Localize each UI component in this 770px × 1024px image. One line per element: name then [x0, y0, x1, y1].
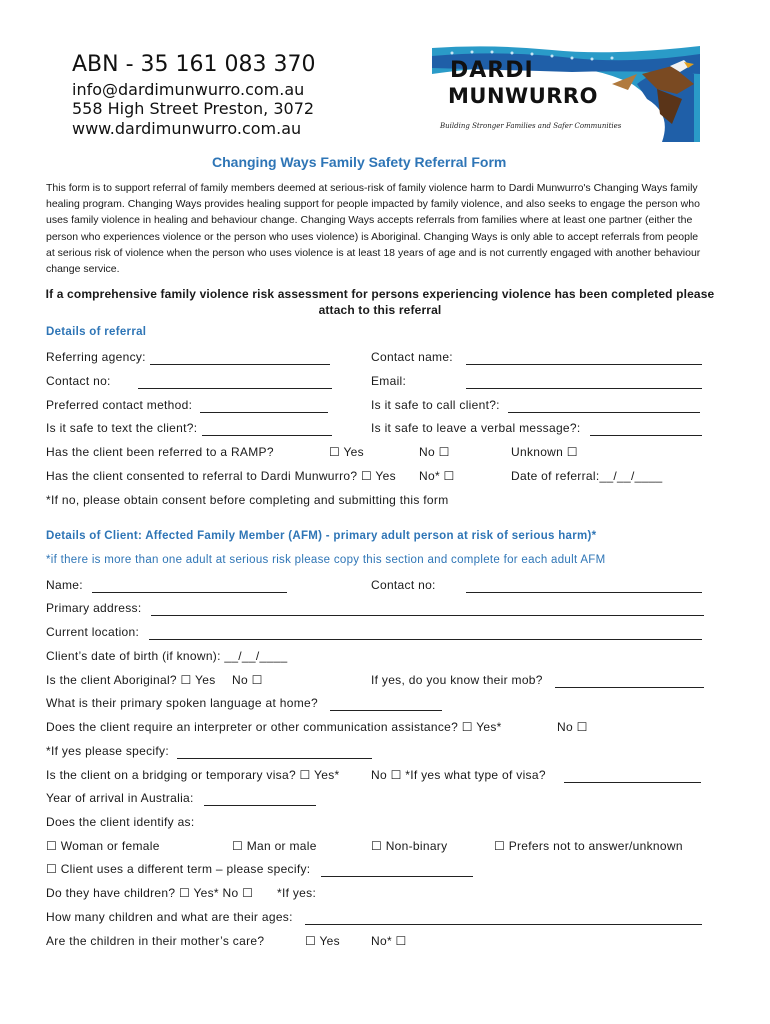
mothers-care-no-checkbox[interactable]: No* ☐: [371, 934, 407, 948]
ramp-yes-checkbox[interactable]: ☐ Yes: [329, 445, 364, 459]
intro-paragraph: This form is to support referral of family members deemed at serious-risk of family violence harm to Dardi Munwurro's Changing Ways family healing program. Changing Ways provides healing support for people impacted by family violence, and also seeks to engage the person who uses family violence in healing and behaviour change. Changing Ways accepts referrals from families where at least one partner (either the person who experiences violence or the person who uses violence) is Aboriginal. Changing Ways is only able to accept referrals from people at serious risk of violence when the person who uses violence is at least 18 years of age and is not currently engaged with another behaviour change service.: [46, 182, 701, 276]
client-dob-field[interactable]: Client’s date of birth (if known): __/__/____: [46, 649, 288, 663]
arrival-year-label: Year of arrival in Australia:: [46, 791, 194, 805]
interpreter-question[interactable]: Does the client require an interpreter or other communication assistance? ☐ Yes*: [46, 720, 502, 734]
ramp-question: Has the client been referred to a RAMP?: [46, 445, 274, 459]
date-of-referral-field[interactable]: Date of referral:__/__/____: [511, 469, 663, 483]
safe-text-field[interactable]: [202, 422, 332, 436]
contact-name-field[interactable]: [466, 351, 702, 365]
language-field[interactable]: [330, 697, 442, 711]
referring-agency-label: Referring agency:: [46, 350, 146, 364]
consent-note: *If no, please obtain consent before completing and submitting this form: [46, 493, 449, 507]
logo-tagline: Building Stronger Families and Safer Communities: [440, 122, 622, 130]
interpreter-no-checkbox[interactable]: No ☐: [557, 720, 588, 734]
logo-word-dardi: DARDI: [450, 58, 534, 83]
interpreter-specify-label: *If yes please specify:: [46, 744, 169, 758]
mothers-care-yes-checkbox[interactable]: ☐ Yes: [305, 934, 340, 948]
children-if-yes-label: *If yes:: [277, 886, 317, 900]
safe-call-label: Is it safe to call client?:: [371, 398, 500, 412]
mothers-care-question: Are the children in their mother’s care?: [46, 934, 265, 948]
referring-agency-field[interactable]: [150, 351, 330, 365]
interpreter-specify-field[interactable]: [177, 745, 372, 759]
abn-number: ABN - 35 161 083 370: [72, 52, 316, 77]
current-location-field[interactable]: [149, 626, 702, 640]
afm-copy-note: *if there is more than one adult at serious risk please copy this section and complete for each adult AFM: [46, 554, 606, 566]
preferred-contact-field[interactable]: [200, 399, 328, 413]
ramp-unknown-checkbox[interactable]: Unknown ☐: [511, 445, 578, 459]
safe-call-field[interactable]: [508, 399, 700, 413]
street-address: 558 High Street Preston, 3072: [72, 99, 315, 118]
visa-question[interactable]: Is the client on a bridging or temporary visa? ☐ Yes*: [46, 768, 340, 782]
identify-prefers-not-checkbox[interactable]: ☐ Prefers not to answer/unknown: [494, 839, 683, 853]
contact-email: info@dardimunwurro.com.au: [72, 80, 305, 99]
dardi-munwurro-logo: [432, 44, 700, 142]
section-heading-referral: Details of referral: [46, 326, 147, 338]
afm-contact-no-label: Contact no:: [371, 578, 436, 592]
safe-message-label: Is it safe to leave a verbal message?:: [371, 421, 581, 435]
ramp-no-checkbox[interactable]: No ☐: [419, 445, 450, 459]
contact-name-label: Contact name:: [371, 350, 453, 364]
email-label: Email:: [371, 374, 407, 388]
logo-word-munwurro: MUNWURRO: [448, 84, 598, 108]
arrival-year-field[interactable]: [204, 792, 316, 806]
consent-no-checkbox[interactable]: No* ☐: [419, 469, 455, 483]
afm-name-field[interactable]: [92, 579, 287, 593]
form-title: Changing Ways Family Safety Referral Form: [212, 154, 507, 170]
identify-man-checkbox[interactable]: ☐ Man or male: [232, 839, 317, 853]
mob-question: If yes, do you know their mob?: [371, 673, 543, 687]
identify-other-field[interactable]: [321, 863, 473, 877]
primary-address-field[interactable]: [151, 602, 704, 616]
identify-nonbinary-checkbox[interactable]: ☐ Non-binary: [371, 839, 448, 853]
children-question[interactable]: Do they have children? ☐ Yes* No ☐: [46, 886, 254, 900]
preferred-contact-label: Preferred contact method:: [46, 398, 193, 412]
safe-text-label: Is it safe to text the client?:: [46, 421, 198, 435]
identify-woman-checkbox[interactable]: ☐ Woman or female: [46, 839, 160, 853]
afm-contact-no-field[interactable]: [466, 579, 702, 593]
primary-address-label: Primary address:: [46, 601, 142, 615]
safe-message-field[interactable]: [590, 422, 702, 436]
mob-field[interactable]: [555, 674, 704, 688]
visa-no-checkbox[interactable]: No ☐ *If yes what type of visa?: [371, 768, 546, 782]
children-ages-field[interactable]: [305, 911, 702, 925]
website-url: www.dardimunwurro.com.au: [72, 119, 302, 138]
language-question: What is their primary spoken language at home?: [46, 696, 318, 710]
consent-question[interactable]: Has the client consented to referral to Dardi Munwurro? ☐ Yes: [46, 469, 396, 483]
afm-name-label: Name:: [46, 578, 83, 592]
contact-no-field[interactable]: [138, 375, 332, 389]
children-ages-label: How many children and what are their ages:: [46, 910, 293, 924]
email-field[interactable]: [466, 375, 702, 389]
visa-type-field[interactable]: [564, 769, 701, 783]
risk-assessment-notice: If a comprehensive family violence risk assessment for persons experiencing violence has been completed please attach to this referral: [45, 287, 715, 317]
section-heading-afm: Details of Client: Affected Family Member (AFM) - primary adult person at risk of serious harm)*: [46, 530, 597, 542]
current-location-label: Current location:: [46, 625, 140, 639]
aboriginal-question[interactable]: Is the client Aboriginal? ☐ Yes: [46, 673, 216, 687]
contact-no-label: Contact no:: [46, 374, 111, 388]
identify-question: Does the client identify as:: [46, 815, 195, 829]
aboriginal-no-checkbox[interactable]: No ☐: [232, 673, 263, 687]
identify-other-checkbox[interactable]: ☐ Client uses a different term – please specify:: [46, 862, 311, 876]
